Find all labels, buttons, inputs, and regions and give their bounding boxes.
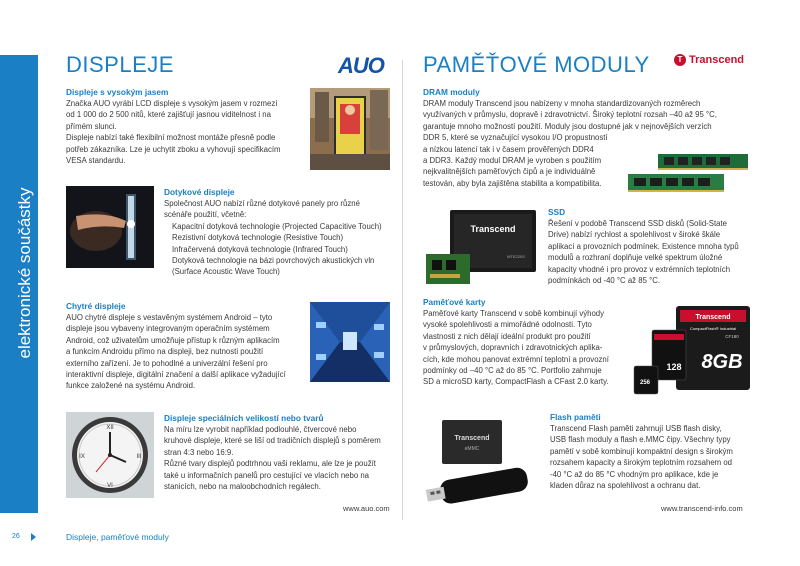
text-line: a DDR3. Každý modul DRAM je vyroben s použitím xyxy=(423,156,602,166)
text-line: od 1 000 do 2 500 nitů, které zajišťují jasnou viditelnost i na xyxy=(66,110,271,120)
text-line: také u informačních panelů pro cestující ve vlacích nebo na xyxy=(164,470,370,480)
footer-section: Displeje, paměťové moduly xyxy=(66,532,169,542)
pametove-moduly-heading: PAMĚŤOVÉ MODULY xyxy=(423,52,650,77)
smart-display-photo xyxy=(310,302,390,382)
text-line: rozsahem kapacity a širokým teplotním rozsahem od xyxy=(550,458,733,468)
text-line: interaktivní displeje, digitální značení a další aplikace vyžadující xyxy=(66,370,286,380)
emmc-brand: Transcend xyxy=(454,435,490,442)
micro-size: 256 xyxy=(639,380,651,386)
text-line: Různé tvary displejů podtrhnou vaši reklamu, ale lze je použít xyxy=(164,459,376,469)
s1-body xyxy=(66,98,302,166)
text-line: Řešení v podobě Transcend SSD disků (Solid-State xyxy=(548,219,727,228)
text-line: garantuje mnoho možností použití. Moduly jsou dostupné jak v nejnovějších verzích xyxy=(423,121,712,131)
text-line: a funkcím Androidu přímo na displeji, bez nutnosti použití xyxy=(66,347,264,357)
text-line: využívaných v průmyslu, dopravě i zdravotnictví. Široký teplotní rozsah –40 až 95 °C, xyxy=(423,110,717,120)
emmc-label: eMMC xyxy=(464,446,480,452)
flash-body xyxy=(550,423,753,491)
list-item: Infračervená dotyková technologie (Infrared Touch) xyxy=(172,244,348,254)
text-line: kapacity vhodné i pro provoz v extrémních teplotních xyxy=(548,264,731,274)
svg-text:III: III xyxy=(136,454,142,460)
s2-body xyxy=(164,198,394,278)
transcend-logo-text: Transcend xyxy=(689,54,745,66)
text-line: aplikací a provozních podmínek. Existence mnoha typů xyxy=(548,241,739,251)
memory-cards-photo xyxy=(632,300,754,396)
text-line: VESA standardu. xyxy=(66,156,126,166)
s1-title: Displeje s vysokým jasem xyxy=(66,87,169,97)
text-line: Společnost AUO nabízí různé dotykové panely pro různé xyxy=(164,199,360,208)
text-line: displeje jsou vybaveny integrovaným operačním systémem xyxy=(66,324,270,334)
text-line: DRAM moduly Transcend jsou nabízeny v mnoha standardizovaných rozměrech xyxy=(423,99,701,108)
ssd-photo xyxy=(424,208,538,288)
flash-title: Flash paměti xyxy=(550,412,601,422)
text-line: SD a microSD karty, CompactFlash a CFast 2.0 karty. xyxy=(423,377,609,387)
text-line: scénáře použití, včetně: xyxy=(164,210,247,220)
s4-body xyxy=(164,424,394,492)
ssd-brand: Transcend xyxy=(470,224,516,234)
text-line: Displeje nabízí také flexibilní možnost montáže přesně podle xyxy=(66,133,276,143)
text-line: Paměťové karty Transcend v sobě kombinují výhody xyxy=(423,309,605,318)
svg-text:VI: VI xyxy=(107,483,113,489)
text-line: Drive) nabízí rychlost a spolehlivost v široké škále xyxy=(548,230,721,240)
sd-size: 128 xyxy=(666,362,682,372)
text-line: vlastnosti z nich dělají ideální produkt pro použití xyxy=(423,331,591,341)
text-line: kladen důraz na spolehlivost a ochranu dat. xyxy=(550,481,701,491)
s4-title: Displeje speciálních velikostí nebo tvarů xyxy=(164,413,324,423)
text-line: nejkvalitnějších paměťových čipů a je individuálně xyxy=(423,167,596,177)
text-line: potřeb zákazníka. Lze je uchytit zboku a vyhovují specifikacím xyxy=(66,144,281,154)
auo-logo: AUO xyxy=(338,53,384,78)
cards-title: Paměťové karty xyxy=(423,297,486,307)
text-line: kruhové displeje, které se liší od tradičních displejů s poměrem xyxy=(164,436,381,446)
text-line: přímém slunci. xyxy=(66,121,117,131)
transcend-url[interactable]: www.transcend-info.com xyxy=(661,504,743,513)
text-line: podmínky od –40 °C až do 85 °C. Portfolio zahrnuje xyxy=(423,366,602,376)
sidebar-title: elektronické součástky xyxy=(15,187,34,359)
transcend-logo xyxy=(674,54,744,66)
text-line: Transcend Flash paměti zahrnují USB flash disky, xyxy=(550,424,722,433)
text-line: Značka AUO vyrábí LCD displeje s vysokým jasem v rozmezí xyxy=(66,99,278,108)
dram-modules-photo xyxy=(628,150,750,196)
column-divider xyxy=(402,60,403,520)
text-line: podmínkách od -40 °C až 85 °C. xyxy=(548,276,660,286)
flash-photo xyxy=(424,418,540,512)
text-line: vysoké spolehlivosti a mimořádné odolnosti. Tyto xyxy=(423,320,592,330)
list-item: Kapacitní dotyková technologie (Projected Capacitive Touch) xyxy=(172,221,382,231)
ssd-title: SSD xyxy=(548,207,566,217)
displeje-heading: DISPLEJE xyxy=(66,52,174,77)
text-line: testován, aby byla zajištěna stabilita a kompatibilita. xyxy=(423,178,602,188)
sidebar xyxy=(0,0,38,566)
text-line: AUO chytré displeje s vestavěným systémem Android – tyto xyxy=(66,313,273,322)
ssd-model: MTE220S xyxy=(507,254,525,259)
text-line: a nízkou latencí tak i v časem prověřených DDR4 xyxy=(423,144,594,154)
text-line: v průmyslových, dopravních i zdravotnických aplika- xyxy=(423,343,603,353)
footer-arrow-icon xyxy=(31,533,36,541)
billboard-photo xyxy=(310,88,390,170)
s3-title: Chytré displeje xyxy=(66,301,126,311)
clock-display-photo xyxy=(66,412,154,498)
cf-size: 8GB xyxy=(701,351,743,373)
list-item: Dotyková technologie na bázi povrchových akustických vln xyxy=(172,256,375,266)
cf-brand: Transcend xyxy=(695,314,731,321)
transcend-logo-mark: T xyxy=(674,54,686,66)
text-line: externího zařízení. Je to pohodlné a univerzální řešení pro xyxy=(66,358,268,368)
text-line: funkce založené na systému Android. xyxy=(66,381,196,391)
text-line: cích, kde mohou panovat extrémní teplotní a provozní xyxy=(423,354,609,364)
ssd-body xyxy=(548,218,753,286)
text-line: stanicích, nebo na maloobchodních regálech. xyxy=(164,482,321,492)
list-item: (Surface Acoustic Wave Touch) xyxy=(172,267,280,277)
s2-title: Dotykové displeje xyxy=(164,187,235,197)
dram-title: DRAM moduly xyxy=(423,87,480,97)
s3-body xyxy=(66,312,302,392)
cf-model: CF180 xyxy=(725,334,739,339)
page-number: 26 xyxy=(12,533,20,540)
svg-text:IX: IX xyxy=(79,454,85,460)
svg-text:XII: XII xyxy=(106,425,114,431)
list-item: Rezistivní dotyková technologie (Resistive Touch) xyxy=(172,233,344,243)
cards-body xyxy=(423,308,628,388)
text-line: -40 °C až do 85 °C vhodným pro aplikace, kde je xyxy=(550,469,719,479)
text-line: pamětí v sobě kombinují kompaktní design s širokým xyxy=(550,446,733,456)
text-line: USB flash moduly a flash e.MMC čipy. Všechny typy xyxy=(550,435,731,445)
text-line: stran 4:3 nebo 16:9. xyxy=(164,447,234,457)
text-line: Na míru lze vyrobit například podlouhlé, čtvercové nebo xyxy=(164,425,357,434)
auo-url[interactable]: www.auo.com xyxy=(343,504,390,513)
text-line: Android, což uživatelům umožňuje přístup k různým aplikacím xyxy=(66,335,280,345)
bullet-list xyxy=(164,221,394,278)
text-line: modulů a rozhraní doplňuje velké spektrum úložné xyxy=(548,253,723,263)
cf-line: CompactFlash® Industrial xyxy=(689,326,737,331)
touch-photo xyxy=(66,186,154,268)
text-line: DDR 5, které se vyznačující vysokou I/O propustností xyxy=(423,133,608,143)
